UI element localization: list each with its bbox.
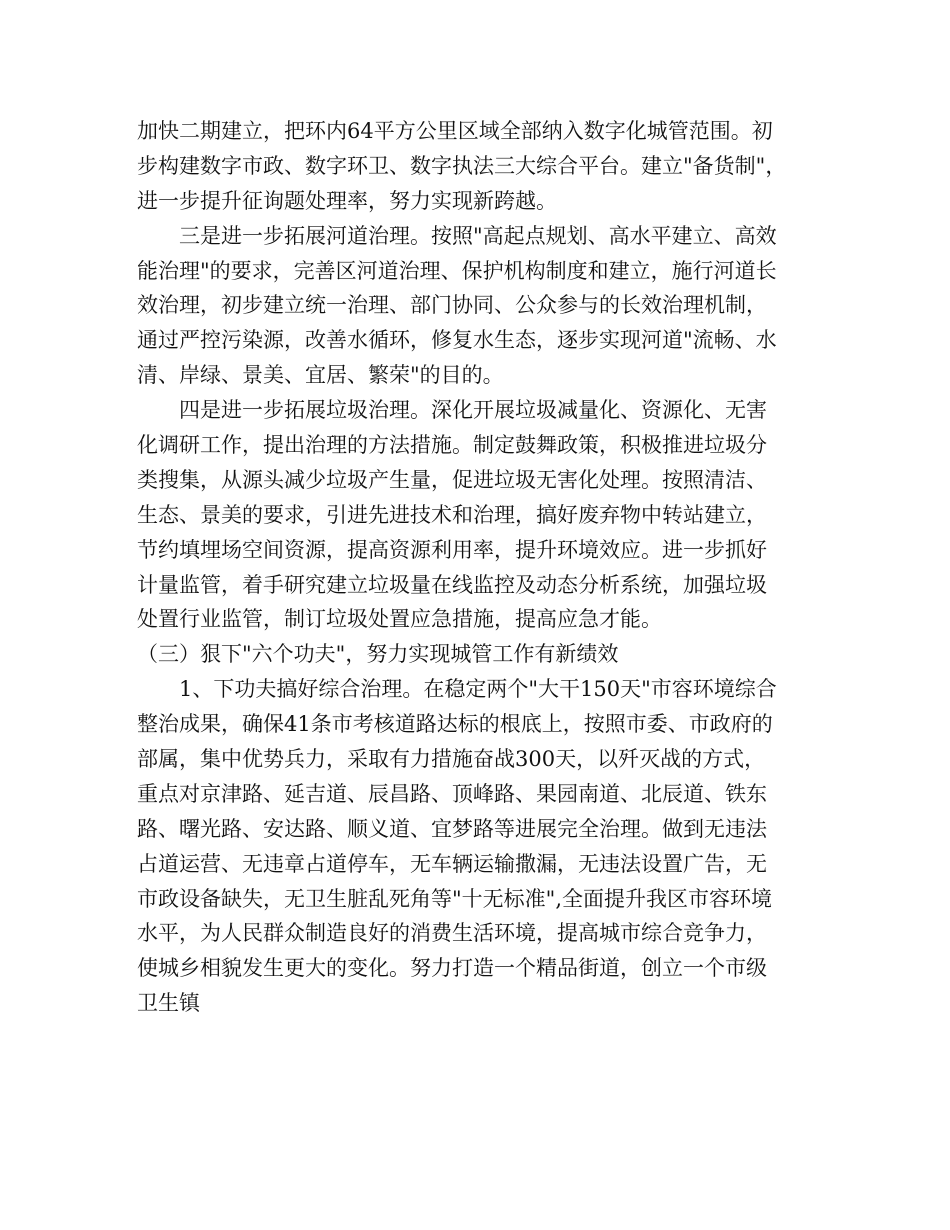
text-line: 卫生镇 bbox=[137, 991, 200, 1016]
text-line: 处置行业监管，制订垃圾处置应急措施，提高应急才能。 bbox=[137, 607, 662, 632]
text-line: 部属，集中优势兵力，采取有力措施奋战300天，以歼灭战的方式， bbox=[137, 747, 766, 772]
text-line: 加快二期建立，把环内64平方公里区域全部纳入数字化城管范围。初 bbox=[137, 119, 773, 143]
document-body bbox=[137, 114, 827, 1021]
text-line: 重点对京津路、延吉道、辰昌路、顶峰路、果园南道、北辰道、铁东 bbox=[137, 781, 767, 806]
text-line: 计量监管，着手研究建立垃圾量在线监控及动态分析系统，加强垃圾 bbox=[137, 572, 767, 597]
paragraph-start-line: 三是进一步拓展河道治理。按照"高起点规划、高水平建立、高效 bbox=[179, 223, 777, 248]
text-line: 路、曙光路、安达路、顺义道、宜梦路等进展完全治理。做到无违法 bbox=[137, 816, 767, 841]
text-line: 效治理，初步建立统一治理、部门协同、公众参与的长效治理机制， bbox=[137, 293, 767, 318]
text-line: 占道运营、无违章占道停车，无车辆运输撒漏，无违法设置广告，无 bbox=[137, 851, 767, 876]
section-heading: （三）狠下"六个功夫"，努力实现城管工作有新绩效 bbox=[137, 642, 619, 667]
text-line: 市政设备缺失，无卫生脏乱死角等"十无标准",全面提升我区市容环境 bbox=[137, 886, 772, 911]
text-line: 清、岸绿、景美、宜居、繁荣"的目的。 bbox=[137, 363, 504, 388]
text-line: 通过严控污染源，改善水循环，修复水生态，逐步实现河道"流畅、水 bbox=[137, 328, 777, 353]
text-line: 类搜集，从源头减少垃圾产生量，促进垃圾无害化处理。按照清洁、 bbox=[137, 467, 767, 492]
text-line: 生态、景美的要求，引进先进技术和治理，搞好废弃物中转站建立， bbox=[137, 502, 767, 527]
text-line: 进一步提升征询题处理率，努力实现新跨越。 bbox=[137, 188, 557, 213]
text-line: 节约填埋场空间资源，提高资源利用率，提升环境效应。进一步抓好 bbox=[137, 537, 767, 562]
paragraph-start-line: 1、下功夫搞好综合治理。在稳定两个"大干150天"市容环境综合 bbox=[179, 677, 777, 702]
text-line: 步构建数字市政、数字环卫、数字执法三大综合平台。建立"备货制"， bbox=[137, 153, 787, 178]
text-line: 水平，为人民群众制造良好的消费生活环境，提高城市综合竞争力， bbox=[137, 921, 767, 946]
text-line: 化调研工作，提出治理的方法措施。制定鼓舞政策，积极推进垃圾分 bbox=[137, 433, 767, 458]
text-line: 使城乡相貌发生更大的变化。努力打造一个精品街道，创立一个市级 bbox=[137, 956, 767, 981]
paragraph-start-line: 四是进一步拓展垃圾治理。深化开展垃圾减量化、资源化、无害 bbox=[179, 398, 767, 423]
text-line: 能治理"的要求，完善区河道治理、保护机构制度和建立，施行河道长 bbox=[137, 258, 777, 283]
text-line: 整治成果，确保41条市考核道路达标的根底上，按照市委、市政府的 bbox=[137, 712, 773, 737]
